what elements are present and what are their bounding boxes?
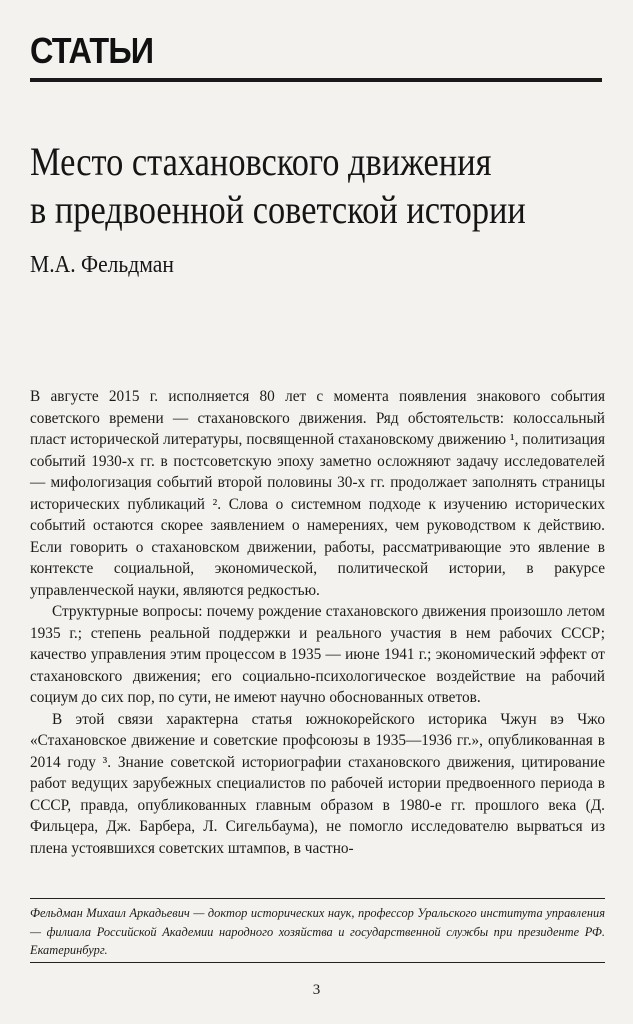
header-rule — [30, 78, 602, 82]
footnote-bottom-rule — [30, 962, 605, 963]
article-title — [30, 138, 529, 234]
body-paragraph: В августе 2015 г. исполняется 80 лет с момента появления знакового события советского времени — стахановского движения. Ряд обстоятельств: колоссальный пласт исторической литературы, посвященной стахановскому движению ¹, политизация событий 1930-х гг. в постсоветскую эпоху заметно осложняют задачу исследователей — мифологизация событий второй половины 30-х гг. продолжает заполнять страницы исторических публикаций ². Слова о системном подходе к изучению исторических событий остаются скорее заявлением о намерениях, чем руководством к действию. Если говорить о стахановском движении, работы, рассматривающие это явление в контексте социальной, экономической, политической истории, в ракурсе управленческой науки, являются редкостью. — [30, 388, 605, 599]
title-line-2: в предвоенной советской истории — [30, 187, 526, 232]
author-footnote: Фельдман Михаил Аркадьевич — доктор исторических наук, профессор Уральского института управления — филиала Российской Академии народного хозяйства и государственной службы при президенте РФ. Екатеринбург. — [30, 906, 605, 957]
body-paragraph: В этой связи характерна статья южнокорейского историка Чжун вэ Чжо «Стахановское движение и советские профсоюзы в 1935—1936 гг.», опубликованная в 2014 году ³. Знание советской историографии стахановского движения, цитирование работ ведущих зарубежных специалистов по рабочей истории предвоенного периода в СССР, правда, опубликованных главным образом в 1980-е гг. прошлого века (Д. Фильцера, Дж. Барбера, Л. Сигельбаума), не помогло исследователю вырваться из плена устоявшихся советских штампов, в частно- — [30, 710, 605, 857]
section-label: СТАТЬИ — [30, 30, 154, 71]
article-author: М.А. Фельдман — [30, 252, 174, 278]
footnote-rule — [30, 898, 605, 899]
page-number: 3 — [312, 982, 321, 998]
article-body — [30, 386, 605, 859]
title-line-1: Место стахановского движения — [30, 139, 492, 184]
body-paragraph: Структурные вопросы: почему рождение стахановского движения произошло летом 1935 г.; степень реальной поддержки и реального участия в нем рабочих СССР; качество управления этим процессом в 1935 — июне 1941 г.; экономический эффект от стахановского движения; его социально-психологическое воздействие на рабочий социум до сих пор, по сути, не имеют научно обоснованных ответов. — [30, 603, 605, 706]
